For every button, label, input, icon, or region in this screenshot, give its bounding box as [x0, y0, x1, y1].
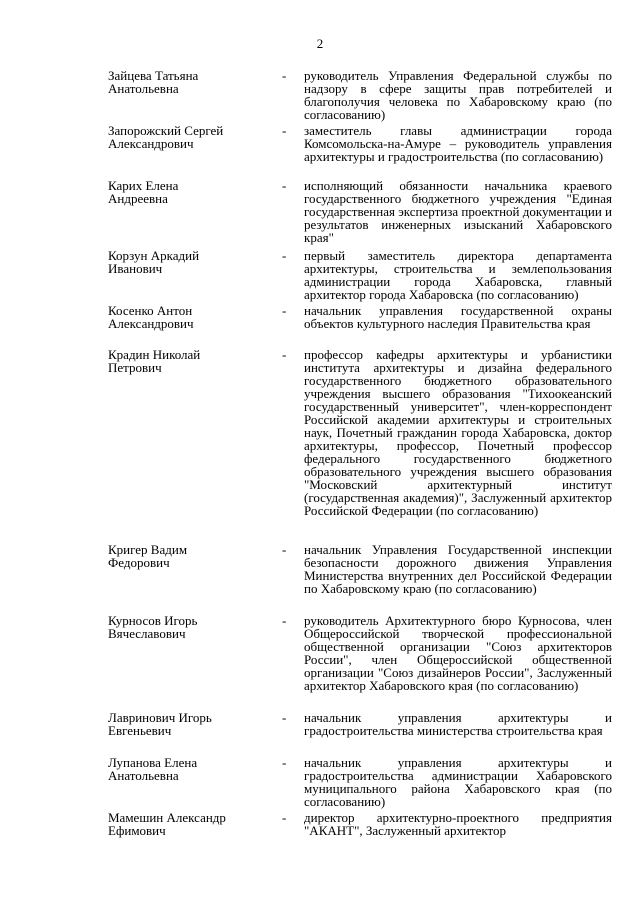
page-number: 2	[316, 36, 324, 51]
member-list	[108, 69, 612, 841]
dash-separator: -	[282, 347, 287, 362]
member-position: исполняющий обязанности начальника краевого государственного бюджетного учреждения "Единая государственная экспертиза проектной документации и результатов инженерных изысканий Хабаровского края"	[304, 178, 612, 245]
member-name: Карих Елена Андреевна	[108, 178, 179, 206]
member-entry	[108, 348, 612, 543]
member-position: начальник управления архитектуры и градостроительства министерства строительства края	[304, 710, 612, 738]
member-position: директор архитектурно-проектного предприятия "АКАНТ", Заслуженный архитектор	[304, 810, 612, 838]
member-name: Косенко Антон Александрович	[108, 303, 194, 331]
member-position: профессор кафедры архитектуры и урбанистики института архитектуры и дизайна федерального государственного бюджетного образовательного учреждения высшего образования "Тихоокеанский государственный университет", член-корреспондент Российской академии архитектуры и строительных наук, Почетный гражданин города Хабаровска, доктор архитектуры, профессор, Почетный профессор федерального государственного бюджетного образовательного учреждения высшего образования "Московский архитектурный институт (государственная академия)", Заслуженный архитектор Российской Федерации (по согласованию)	[304, 347, 612, 518]
member-position: начальник управления государственной охраны объектов культурного наследия Правительства края	[304, 303, 612, 331]
member-position: начальник Управления Государственной инспекции безопасности дорожного движения Управления Министерства внутренних дел Российской Федерации по Хабаровскому краю (по согласованию)	[304, 542, 612, 596]
dash-separator: -	[282, 755, 287, 770]
dash-separator: -	[282, 178, 287, 193]
dash-separator: -	[282, 123, 287, 138]
member-name: Мамешин Александр Ефимович	[108, 810, 226, 838]
dash-separator: -	[282, 710, 287, 725]
member-name: Зайцева Татьяна Анатольевна	[108, 68, 199, 96]
member-entry	[108, 69, 612, 124]
member-entry	[108, 304, 612, 348]
member-entry	[108, 756, 612, 811]
member-entry	[108, 811, 612, 841]
member-entry	[108, 124, 612, 179]
member-position: руководитель Управления Федеральной службы по надзору в сфере защиты прав потребителей и благополучия человека по Хабаровскому краю (по согласованию)	[304, 68, 612, 122]
member-position: руководитель Архитектурного бюро Курносова, член Общероссийской творческой профессиональной общественной организации "Союз архитекторов России", член Общероссийской общественной организации "Союз дизайнеров России", Заслуженный архитектор Хабаровского края (по согласованию)	[304, 613, 612, 693]
dash-separator: -	[282, 542, 287, 557]
dash-separator: -	[282, 303, 287, 318]
dash-separator: -	[282, 248, 287, 263]
member-name: Кригер Вадим Федорович	[108, 542, 188, 570]
member-name: Крадин Николай Петрович	[108, 347, 201, 375]
member-entry	[108, 249, 612, 304]
member-position: заместитель главы администрации города Комсомольска-на-Амуре – руководитель управления архитектуры и градостроительства (по согласованию)	[304, 123, 612, 164]
member-name: Запорожский Сергей Александрович	[108, 123, 224, 151]
dash-separator: -	[282, 810, 287, 825]
member-entry	[108, 711, 612, 756]
member-name: Курносов Игорь Вячеславович	[108, 613, 198, 641]
member-position: начальник управления архитектуры и градостроительства администрации Хабаровского муниципального района Хабаровского края (по согласованию)	[304, 755, 612, 809]
member-entry	[108, 543, 612, 614]
dash-separator: -	[282, 68, 287, 83]
member-name: Лупанова Елена Анатольевна	[108, 755, 198, 783]
dash-separator: -	[282, 613, 287, 628]
member-position: первый заместитель директора департамента архитектуры, строительства и землепользования администрации города Хабаровска, главный архитектор города Хабаровска (по согласованию)	[304, 248, 612, 302]
member-entry	[108, 614, 612, 711]
member-entry	[108, 179, 612, 249]
member-name: Лавринович Игорь Евгеньевич	[108, 710, 212, 738]
member-name: Корзун Аркадий Иванович	[108, 248, 200, 276]
